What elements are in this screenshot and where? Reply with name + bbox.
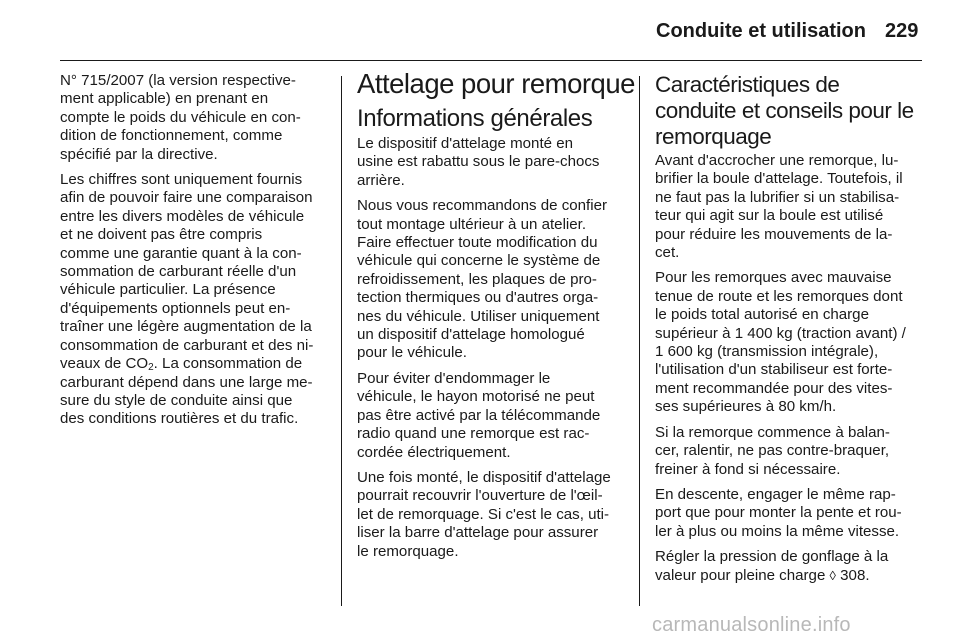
paragraph: [357, 135, 629, 190]
text-line: Faire effectuer toute modification du: [357, 234, 598, 252]
section-heading: [655, 72, 927, 150]
text-line: ment recommandée pour des vites-: [655, 379, 893, 397]
text-line: Nous vous recommandons de confier: [357, 197, 608, 215]
paragraph: [655, 152, 927, 262]
text-line: Le dispositif d'attelage monté en: [357, 135, 574, 152]
text-line: cer, ralentir, ne pas contre-braquer,: [655, 442, 890, 460]
text-line: spécifié par la directive.: [60, 145, 218, 163]
text-line: consommation de carburant et des ni-: [60, 336, 314, 354]
text-line: teur qui agit sur la boule est utilisé: [655, 207, 884, 225]
column-3: [655, 72, 927, 592]
section-subheading: Informations générales: [357, 105, 593, 132]
text-line: véhicule qui concerne le système de: [357, 252, 601, 270]
section-heading: Attelage pour remorque: [357, 68, 635, 99]
column-divider-1: [341, 76, 342, 606]
paragraph: [655, 486, 927, 541]
text-line: N° 715/2007 (la version respective-: [60, 72, 296, 89]
text-line: le poids total autorisé en charge: [655, 306, 869, 324]
text-line: d'équipements optionnels peut en-: [60, 299, 291, 317]
text-line: le remorquage.: [357, 542, 459, 560]
text-line: En descente, engager le même rap-: [655, 485, 896, 503]
text-line: pas être activé par la télécommande: [357, 406, 601, 424]
text-line: supérieur à 1 400 kg (traction avant) /: [655, 324, 906, 342]
column-2: [357, 68, 635, 568]
text-line: tection thermiques ou d'autres orga-: [357, 289, 599, 307]
text-line: Les chiffres sont uniquement fournis: [60, 171, 303, 189]
text-fragment: . La consommation de: [153, 355, 303, 373]
text-line: arrière.: [357, 171, 405, 189]
subscript: 2: [148, 362, 154, 374]
column-divider-2: [639, 76, 640, 606]
text-line: ne faut pas la lubrifier si un stabilisa-: [655, 188, 900, 206]
heading-line: Caractéristiques de: [655, 72, 840, 97]
paragraph: [357, 469, 629, 561]
heading-line: remorquage: [655, 124, 772, 149]
page-reference-icon: ◊: [829, 567, 836, 583]
paragraph: [357, 197, 629, 363]
text-line: 1 600 kg (transmission intégrale),: [655, 343, 879, 361]
text-line: cet.: [655, 244, 680, 262]
page-header: [0, 0, 960, 60]
watermark: carmanualsonline.info: [652, 614, 851, 636]
text-line: tenue de route et les remorques dont: [655, 287, 903, 305]
text-line: des conditions routières et du trafic.: [60, 410, 299, 428]
page-number: 229: [885, 20, 919, 42]
text-line: Pour éviter d'endommager le: [357, 369, 551, 387]
text-line: ses supérieures à 80 km/h.: [655, 398, 837, 416]
text-line: port que pour monter la pente et rou-: [655, 504, 902, 522]
text-line: l'utilisation d'un stabiliseur est forte-: [655, 361, 893, 379]
paragraph: [60, 72, 332, 164]
text-line: Avant d'accrocher une remorque, lu-: [655, 152, 899, 169]
text-line: radio quand une remorque est rac-: [357, 425, 590, 443]
text-line: Régler la pression de gonflage à la: [655, 548, 889, 566]
paragraph: [655, 269, 927, 416]
text-line: carburant dépend dans une large me-: [60, 373, 313, 391]
text-line: sommation de carburant réelle d'un: [60, 263, 297, 281]
text-fragment: veaux de CO: [60, 355, 149, 373]
text-line: Pour les remorques avec mauvaise: [655, 269, 892, 287]
text-line: véhicule, le hayon motorisé ne peut: [357, 388, 595, 406]
text-line: pour réduire les mouvements de la-: [655, 225, 893, 243]
column-1: [60, 72, 332, 436]
text-line: liser la barre d'attelage pour assurer: [357, 524, 599, 542]
paragraph: [357, 370, 629, 462]
header-title: Conduite et utilisation: [656, 20, 866, 42]
header-rule: [60, 60, 922, 61]
text-line: nes du véhicule. Utiliser uniquement: [357, 307, 600, 325]
text-line: et ne doivent pas être compris: [60, 226, 263, 244]
text-line: let de remorquage. Si c'est le cas, uti-: [357, 505, 610, 523]
text-line: ment applicable) en prenant en: [60, 90, 269, 108]
text-line: Une fois monté, le dispositif d'attelage: [357, 468, 611, 486]
text-line: brifier la boule d'attelage. Toutefois, il: [655, 170, 903, 188]
text-line: sure du style de conduite ainsi que: [60, 391, 293, 409]
text-line: tout montage ultérieur à un atelier.: [357, 215, 587, 233]
text-line: afin de pouvoir faire une comparaison: [60, 189, 313, 207]
text-fragment: valeur pour pleine charge: [655, 566, 830, 584]
paragraph: [655, 548, 927, 585]
paragraph: [655, 424, 927, 479]
text-line: un dispositif d'attelage homologué: [357, 326, 585, 344]
page-reference-link[interactable]: 308.: [835, 566, 870, 584]
text-line: usine est rabattu sous le pare-chocs: [357, 153, 600, 171]
paragraph: [60, 171, 332, 429]
text-line-co2: [60, 355, 332, 373]
text-line: cordée électriquement.: [357, 443, 511, 461]
text-line: entre les divers modèles de véhicule: [60, 207, 305, 225]
text-line-with-ref: [655, 567, 927, 585]
heading-line: conduite et conseils pour le: [655, 98, 914, 123]
text-line: refroidissement, les plaques de pro-: [357, 270, 597, 288]
text-line: traîner une légère augmentation de la: [60, 318, 312, 336]
text-line: comme une garantie quant à la con-: [60, 244, 302, 262]
text-line: pourrait recouvrir l'ouverture de l'œil-: [357, 487, 603, 505]
text-line: pour le véhicule.: [357, 344, 467, 362]
text-line: freiner à fond si nécessaire.: [655, 460, 841, 478]
text-line: véhicule particulier. La présence: [60, 281, 276, 299]
text-line: ler à plus ou moins la même vitesse.: [655, 522, 900, 540]
text-line: dition de fonctionnement, comme: [60, 127, 283, 145]
text-line: compte le poids du véhicule en con-: [60, 108, 301, 126]
text-line: Si la remorque commence à balan-: [655, 423, 890, 441]
